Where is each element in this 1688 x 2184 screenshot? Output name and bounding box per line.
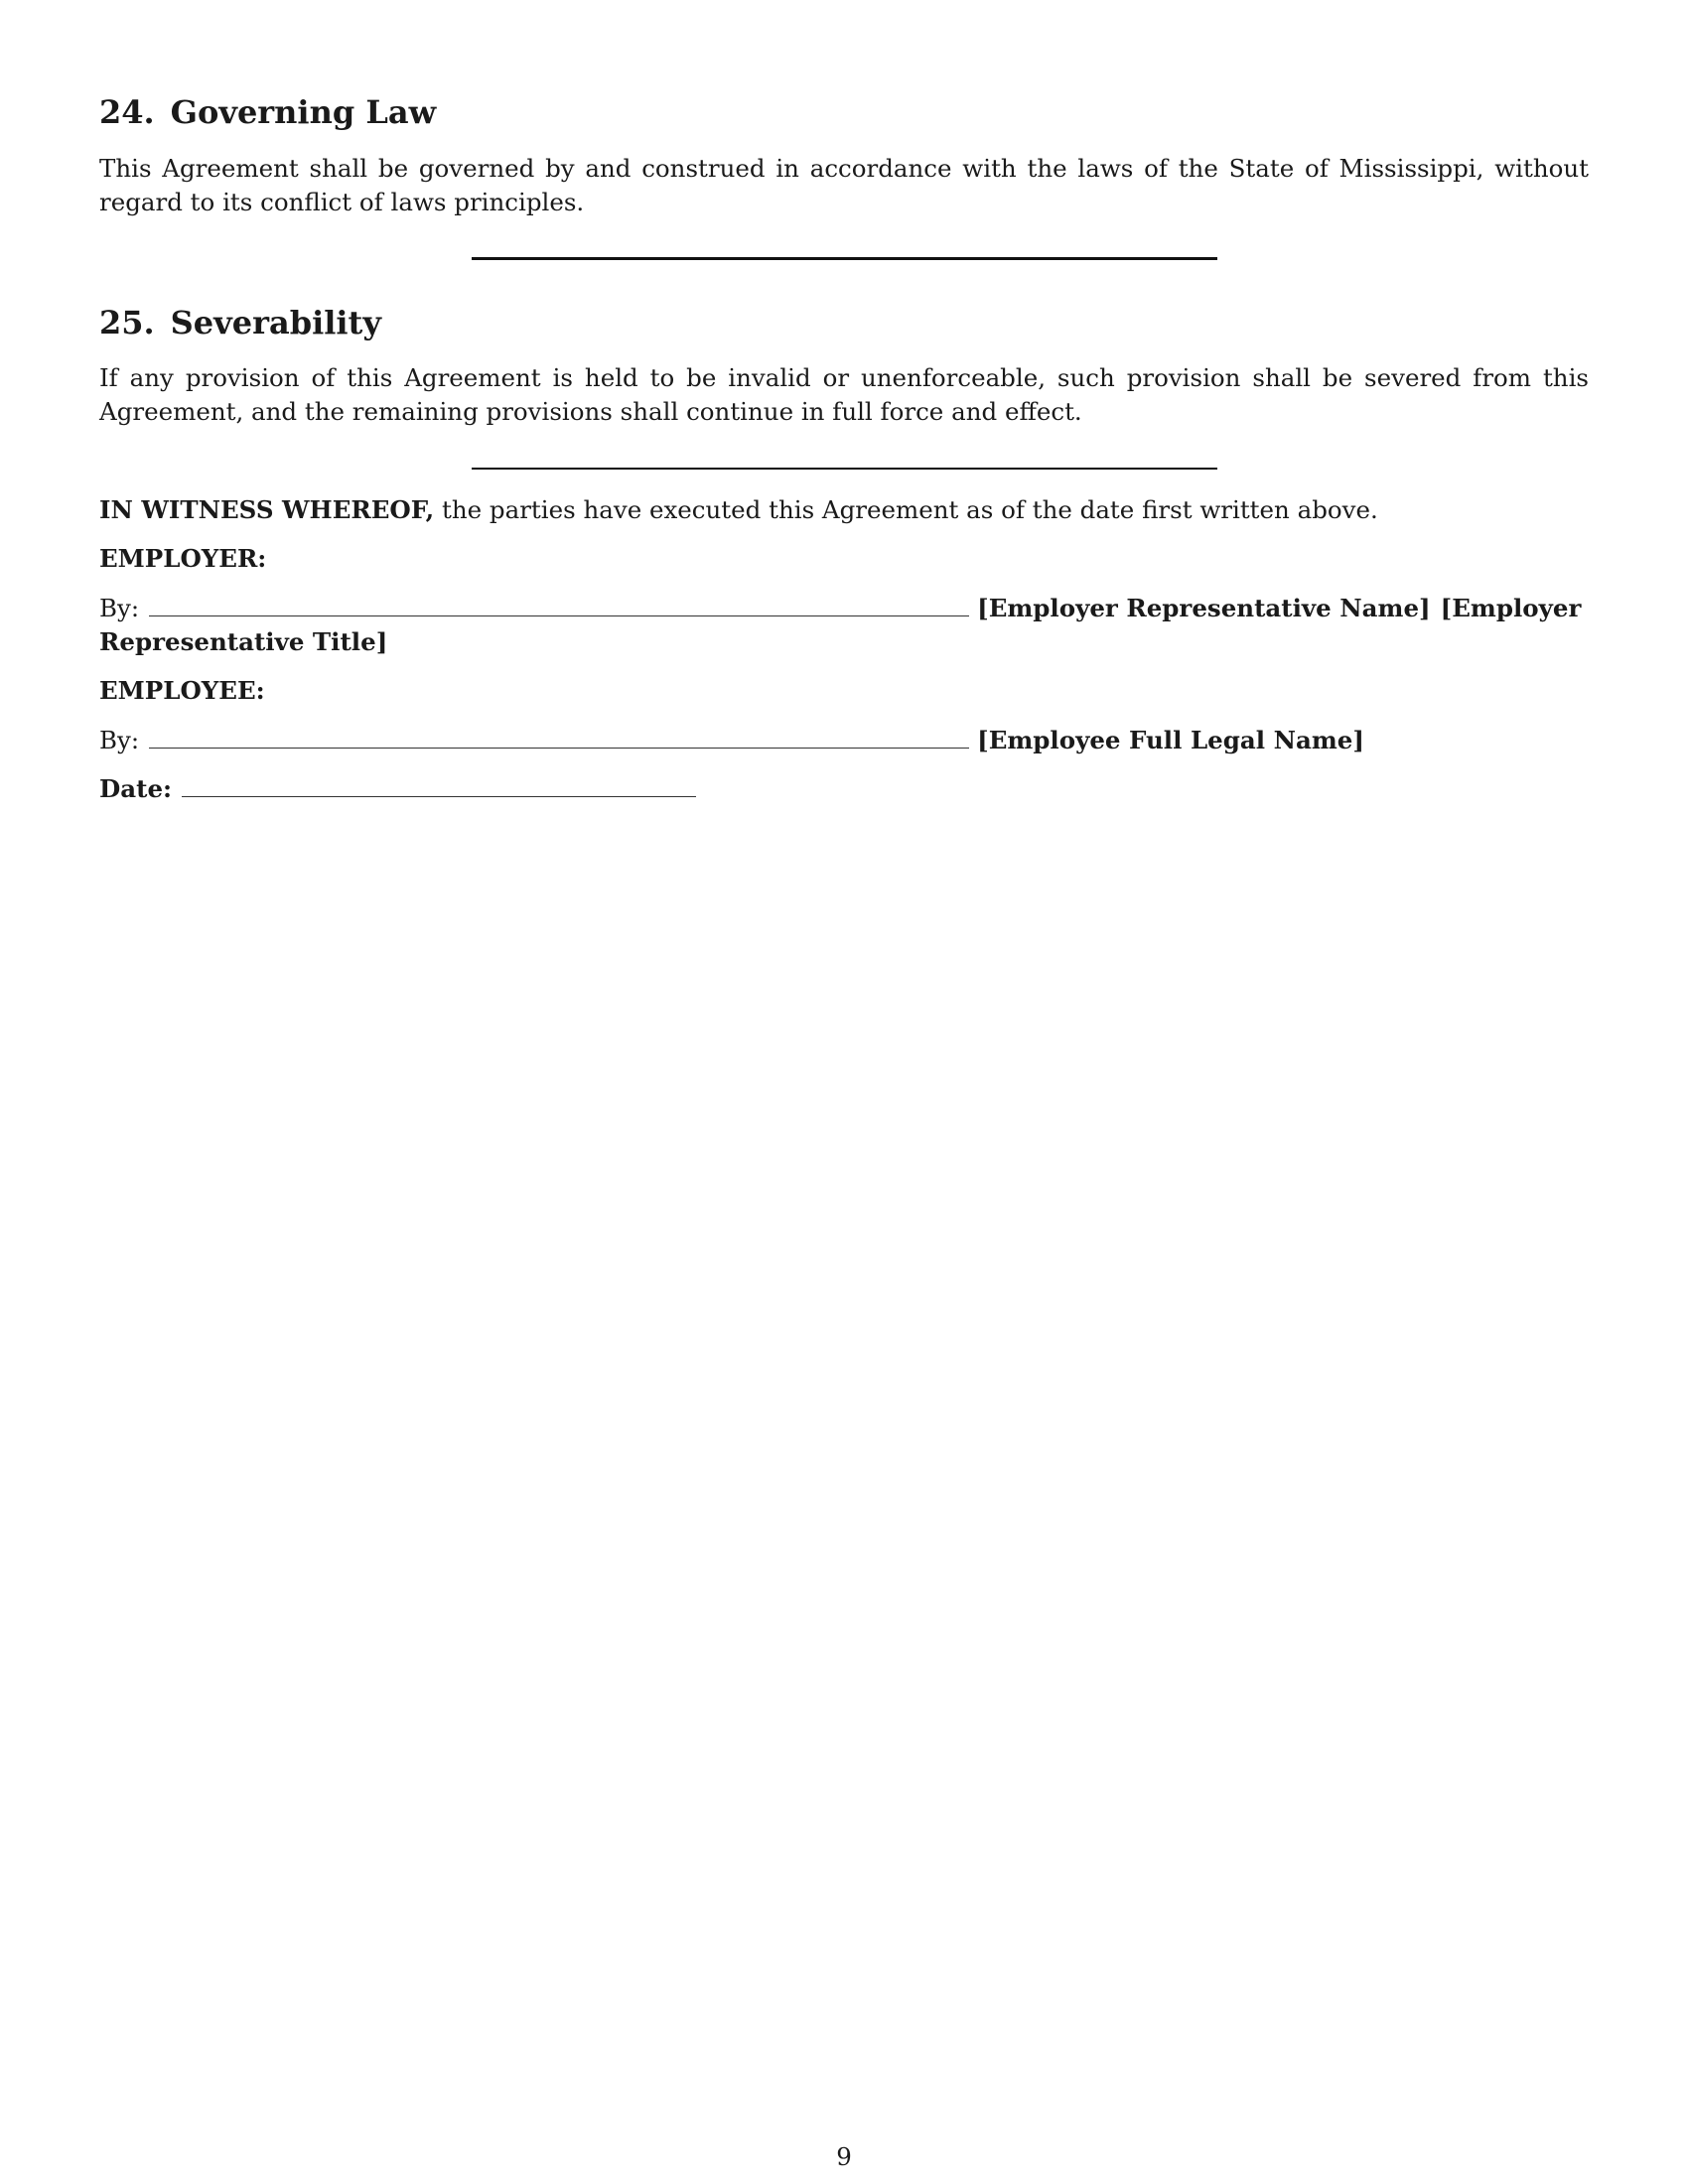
section-title: Governing Law: [170, 93, 437, 131]
date-row: [99, 772, 704, 806]
section-heading-governing-law: [99, 93, 436, 131]
page-number: 9: [836, 2142, 852, 2171]
employer-title-placeholder-start: [Employer: [1440, 594, 1582, 622]
section-body-severability: If any provision of this Agreement is held to be invalid or unenforceable, such provision shall be severed from this Agreement, and the remaining provisions shall continue in full force and effect.: [99, 363, 1589, 426]
witness-lead: IN WITNESS WHEREOF,: [99, 495, 435, 524]
document-page: [99, 0, 1589, 2184]
employee-heading: EMPLOYEE:: [99, 676, 265, 705]
section-number: 24.: [99, 93, 155, 131]
section-body-governing-law: This Agreement shall be governed by and construed in accordance with the laws of the State of Mississippi, without regard to its conflict of laws principles.: [99, 154, 1589, 216]
witness-text: the parties have executed this Agreement as of the date first written above.: [434, 495, 1378, 524]
employer-heading: EMPLOYER:: [99, 544, 267, 573]
witness-clause: [99, 493, 1378, 527]
employer-signature-row: [99, 592, 1581, 625]
section-divider: [472, 257, 1217, 260]
employer-title-placeholder-end: Representative Title]: [99, 627, 388, 656]
employer-name-placeholder: [Employer Representative Name]: [977, 594, 1431, 622]
employee-name-placeholder: [Employee Full Legal Name]: [977, 726, 1364, 754]
section-title: Severability: [170, 304, 381, 341]
section-heading-severability: [99, 304, 381, 341]
section-number: 25.: [99, 304, 155, 341]
date-label: Date:: [99, 774, 173, 803]
employee-signature-row: [99, 724, 1364, 757]
section-divider: [472, 468, 1217, 470]
by-label: By:: [99, 594, 140, 622]
employer-signature-line[interactable]: [149, 592, 969, 616]
employee-signature-line[interactable]: [149, 724, 969, 749]
date-line[interactable]: [182, 772, 696, 797]
by-label: By:: [99, 726, 140, 754]
